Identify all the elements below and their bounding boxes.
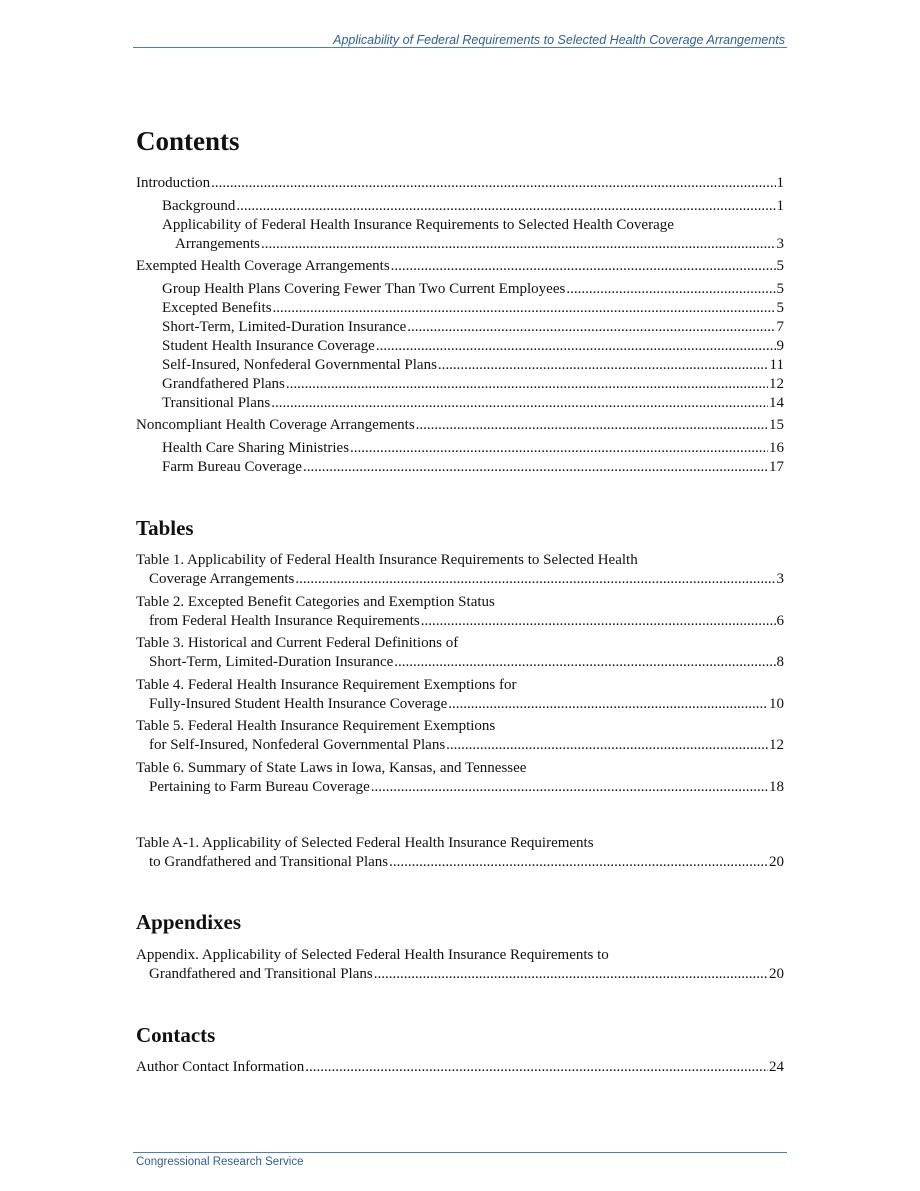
contents-heading: Contents <box>136 126 240 156</box>
toc-entry-background[interactable]: Background ..... 1 <box>162 197 784 216</box>
running-header: Applicability of Federal Requirements to Selected Health Coverage Arrangements <box>333 33 785 47</box>
page-number: 10 <box>769 696 784 712</box>
page-number: 6 <box>776 613 784 629</box>
page-number: 7 <box>776 319 784 335</box>
toc-entry-student-health[interactable]: Student Health Insurance Coverage ..... 9 <box>162 337 784 356</box>
table-entry-a1[interactable]: Table A-1. Applicability of Selected Federal Health Insurance Requirements to Grandfathered and Transitional Plans ..... 20 <box>136 834 784 872</box>
tables-heading: Tables <box>136 516 194 540</box>
page-number: 5 <box>776 258 784 274</box>
toc-entry-transitional[interactable]: Transitional Plans ..... 14 <box>162 394 784 413</box>
toc-entry-short-term[interactable]: Short-Term, Limited-Duration Insurance ..... 7 <box>162 318 784 337</box>
page-number: 3 <box>776 571 784 587</box>
toc-entry-sharing-ministries[interactable]: Health Care Sharing Ministries ..... 16 <box>162 439 784 458</box>
footer-rule <box>133 1152 787 1153</box>
page-number: 24 <box>769 1059 784 1075</box>
header-rule <box>133 47 787 48</box>
footer-source: Congressional Research Service <box>136 1156 304 1168</box>
toc-entry-self-insured[interactable]: Self-Insured, Nonfederal Governmental Plans ..... 11 <box>162 356 784 375</box>
table-entry-3[interactable]: Table 3. Historical and Current Federal Definitions of Short-Term, Limited-Duration Insurance ..... 8 <box>136 634 784 672</box>
table-entry-5[interactable]: Table 5. Federal Health Insurance Requirement Exemptions for Self-Insured, Nonfederal Governmental Plans ..... 12 <box>136 717 784 755</box>
page-number: 12 <box>769 737 784 753</box>
page-number: 16 <box>769 440 784 456</box>
page-number: 5 <box>776 300 784 316</box>
contacts-heading: Contacts <box>136 1023 216 1047</box>
contact-entry[interactable]: Author Contact Information ..... 24 <box>136 1058 784 1077</box>
page-number: 5 <box>776 281 784 297</box>
page-number: 8 <box>776 654 784 670</box>
toc-entry-applicability[interactable]: Applicability of Federal Health Insurance Requirements to Selected Health Coverage Arrangements ..... 3 <box>162 216 784 254</box>
table-entry-4[interactable]: Table 4. Federal Health Insurance Requirement Exemptions for Fully-Insured Student Health Insurance Coverage ..... 10 <box>136 676 784 714</box>
toc-entry-noncompliant[interactable]: Noncompliant Health Coverage Arrangements ..... 15 <box>136 416 784 435</box>
toc-entry-excepted-benefits[interactable]: Excepted Benefits ..... 5 <box>162 299 784 318</box>
appendix-entry[interactable]: Appendix. Applicability of Selected Federal Health Insurance Requirements to Grandfathered and Transitional Plans ..... 20 <box>136 946 784 984</box>
page-number: 20 <box>769 966 784 982</box>
page-number: 17 <box>769 459 784 475</box>
toc-entry-group-health-plans[interactable]: Group Health Plans Covering Fewer Than Two Current Employees ..... 5 <box>162 280 784 299</box>
page-number: 12 <box>769 376 784 392</box>
toc-entry-introduction[interactable]: Introduction ..... 1 <box>136 174 784 193</box>
page-number: 3 <box>776 236 784 252</box>
page-number: 15 <box>769 417 784 433</box>
page-number: 9 <box>776 338 784 354</box>
toc-entry-exempted[interactable]: Exempted Health Coverage Arrangements ..... 5 <box>136 257 784 276</box>
toc-entry-grandfathered[interactable]: Grandfathered Plans ..... 12 <box>162 375 784 394</box>
page-number: 11 <box>769 357 784 373</box>
page-number: 20 <box>769 854 784 870</box>
page-number: 18 <box>769 779 784 795</box>
page-number: 1 <box>776 175 784 191</box>
table-entry-6[interactable]: Table 6. Summary of State Laws in Iowa, Kansas, and Tennessee Pertaining to Farm Bureau Coverage ..... 18 <box>136 759 784 797</box>
table-entry-2[interactable]: Table 2. Excepted Benefit Categories and Exemption Status from Federal Health Insurance Requirements ..... 6 <box>136 593 784 631</box>
page-number: 14 <box>769 395 784 411</box>
table-entry-1[interactable]: Table 1. Applicability of Federal Health Insurance Requirements to Selected Health Coverage Arrangements ..... 3 <box>136 551 784 589</box>
toc-entry-farm-bureau[interactable]: Farm Bureau Coverage ..... 17 <box>162 458 784 477</box>
page-number: 1 <box>776 198 784 214</box>
appendixes-heading: Appendixes <box>136 910 242 934</box>
